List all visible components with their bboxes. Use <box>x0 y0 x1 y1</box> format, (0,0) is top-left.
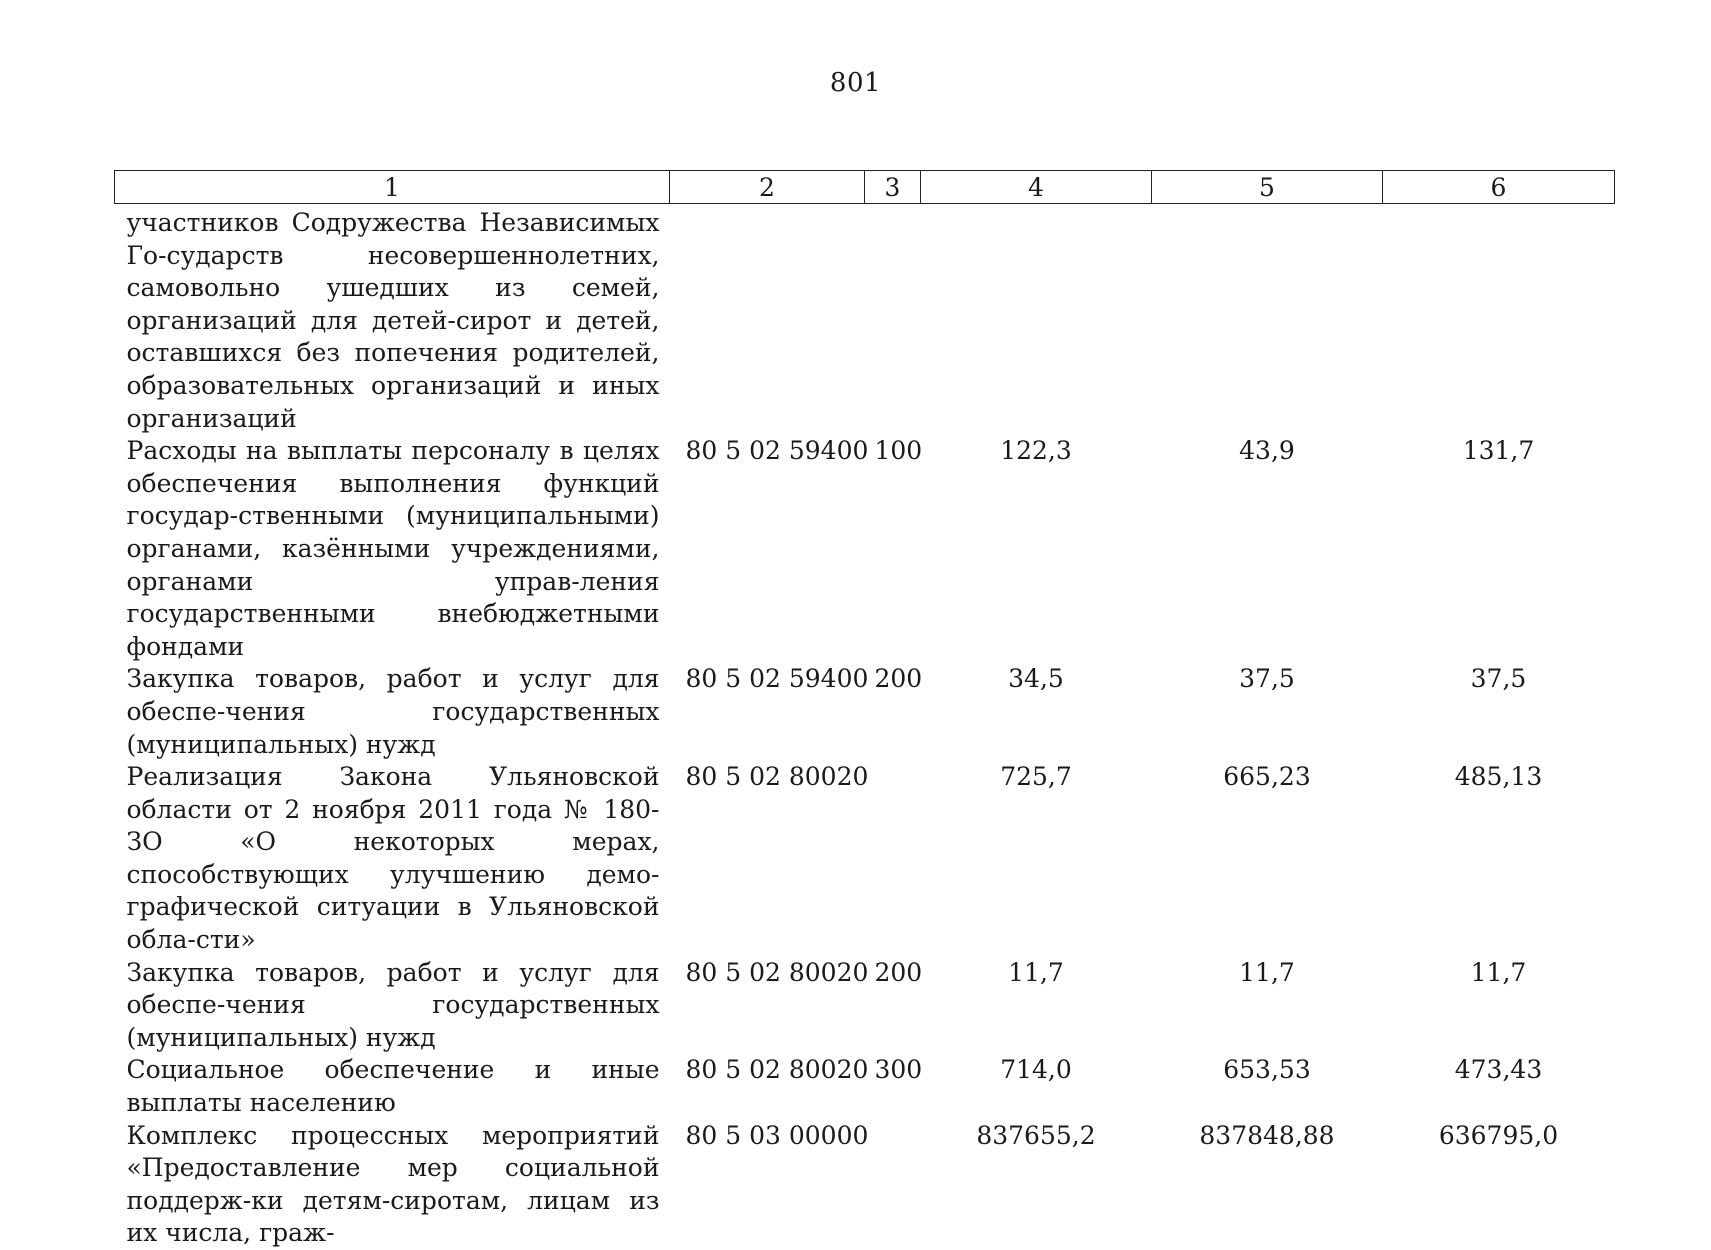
row-value-6: 37,5 <box>1383 663 1615 761</box>
row-value-5: 653,53 <box>1152 1054 1383 1119</box>
column-header-4: 4 <box>921 171 1152 204</box>
row-value-6 <box>1383 204 1615 436</box>
row-value-6: 11,7 <box>1383 957 1615 1055</box>
row-value-5: 37,5 <box>1152 663 1383 761</box>
row-code: 80 5 02 80020 <box>670 957 865 1055</box>
row-code: 80 5 03 00000 <box>670 1120 865 1250</box>
row-value-4: 122,3 <box>921 435 1152 663</box>
row-value-6: 131,7 <box>1383 435 1615 663</box>
row-value-4: 714,0 <box>921 1054 1152 1119</box>
table-row <box>115 1054 1615 1119</box>
row-value-6: 473,43 <box>1383 1054 1615 1119</box>
column-header-3: 3 <box>865 171 921 204</box>
row-description: Расходы на выплаты персоналу в целях обеспечения выполнения функций государ-ственными (муниципальными) органами, казёнными учреждениями, органами управ-ления государственными внебюджетными фондами <box>115 435 670 663</box>
table-row <box>115 957 1615 1055</box>
row-value-4: 34,5 <box>921 663 1152 761</box>
column-header-5: 5 <box>1152 171 1383 204</box>
row-description: Закупка товаров, работ и услуг для обеспе-чения государственных (муниципальных) нужд <box>115 957 670 1055</box>
row-code <box>670 204 865 436</box>
table-row <box>115 204 1615 436</box>
row-type <box>865 1120 921 1250</box>
row-value-4: 725,7 <box>921 761 1152 957</box>
row-value-5: 665,23 <box>1152 761 1383 957</box>
row-description: Комплекс процессных мероприятий «Предоставление мер социальной поддерж-ки детям-сиротам, лицам из их числа, граж- <box>115 1120 670 1250</box>
row-value-5: 43,9 <box>1152 435 1383 663</box>
row-value-6: 485,13 <box>1383 761 1615 957</box>
row-value-4 <box>921 204 1152 436</box>
row-type <box>865 761 921 957</box>
row-description: Социальное обеспечение и иные выплаты населению <box>115 1054 670 1119</box>
row-type: 200 <box>865 957 921 1055</box>
column-header-1: 1 <box>115 171 670 204</box>
row-code: 80 5 02 80020 <box>670 761 865 957</box>
table-body <box>115 204 1615 1250</box>
row-description: Закупка товаров, работ и услуг для обеспе-чения государственных (муниципальных) нужд <box>115 663 670 761</box>
row-code: 80 5 02 80020 <box>670 1054 865 1119</box>
row-value-5 <box>1152 204 1383 436</box>
header-row <box>115 171 1615 204</box>
table-row <box>115 761 1615 957</box>
row-value-4: 837655,2 <box>921 1120 1152 1250</box>
table-row <box>115 1120 1615 1250</box>
row-type: 200 <box>865 663 921 761</box>
row-type: 100 <box>865 435 921 663</box>
column-header-6: 6 <box>1383 171 1615 204</box>
row-type: 300 <box>865 1054 921 1119</box>
table-header <box>115 171 1615 204</box>
row-value-5: 837848,88 <box>1152 1120 1383 1250</box>
row-code: 80 5 02 59400 <box>670 435 865 663</box>
row-value-5: 11,7 <box>1152 957 1383 1055</box>
row-value-6: 636795,0 <box>1383 1120 1615 1250</box>
row-type <box>865 204 921 436</box>
column-header-2: 2 <box>670 171 865 204</box>
row-code: 80 5 02 59400 <box>670 663 865 761</box>
row-description: участников Содружества Независимых Го-сударств несовершеннолетних, самовольно ушедших из семей, организаций для детей-сирот и детей, оставшихся без попечения родителей, образовательных организаций и иных организаций <box>115 204 670 436</box>
table-row <box>115 663 1615 761</box>
row-value-4: 11,7 <box>921 957 1152 1055</box>
budget-table <box>114 170 1615 1250</box>
row-description: Реализация Закона Ульяновской области от 2 ноября 2011 года № 180-ЗО «О некоторых мерах, способствующих улучшению демо-графической ситуации в Ульяновской обла-сти» <box>115 761 670 957</box>
table-row <box>115 435 1615 663</box>
page-number: 801 <box>0 68 1711 98</box>
